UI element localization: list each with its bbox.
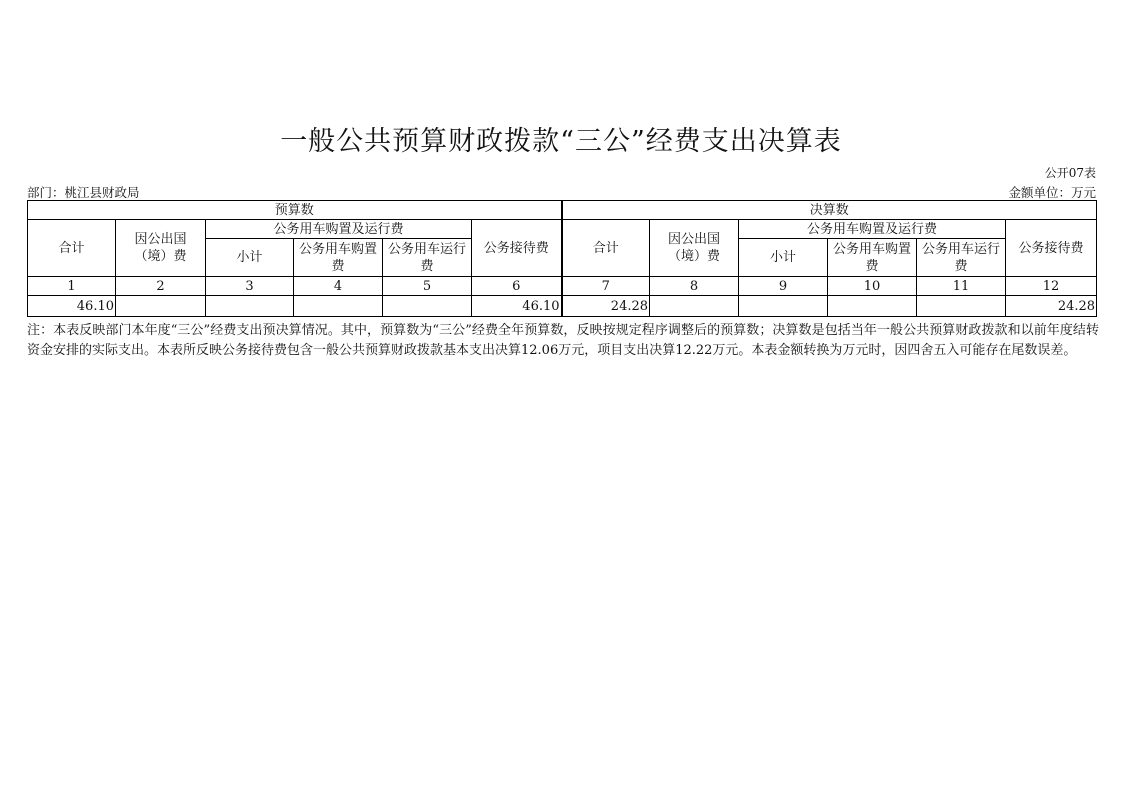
- index-cell: 4: [294, 277, 383, 296]
- final-purchase-header-line1: 公务用车购置: [833, 241, 912, 257]
- index-cell: 12: [1006, 277, 1097, 296]
- budget-abroad-header: [116, 220, 206, 277]
- index-cell: 11: [917, 277, 1006, 296]
- index-cell: 3: [206, 277, 294, 296]
- data-cell: [828, 296, 917, 317]
- final-operation-header-line1: 公务用车运行: [922, 241, 1001, 257]
- budget-purchase-header-line1: 公务用车购置: [298, 241, 377, 257]
- budget-reception-header: 公务接待费: [472, 220, 562, 277]
- page-title: 一般公共预算财政拨款“三公”经费支出决算表: [280, 126, 842, 157]
- data-cell: 46.10: [472, 296, 562, 317]
- budget-abroad-header-line2: （境）费: [134, 249, 187, 264]
- budget-operation-header-line1: 公务用车运行: [387, 241, 466, 257]
- budget-operation-header: [383, 239, 472, 277]
- data-cell: [383, 296, 472, 317]
- final-abroad-header: [650, 220, 739, 277]
- expenditure-table: [27, 200, 1097, 317]
- data-cell: [917, 296, 1006, 317]
- final-reception-header: 公务接待费: [1006, 220, 1097, 277]
- final-operation-header: [917, 239, 1006, 277]
- index-cell: 8: [650, 277, 739, 296]
- data-cell: [116, 296, 206, 317]
- budget-purchase-header-line2: 费: [331, 258, 345, 274]
- budget-operation-header-line2: 费: [420, 258, 434, 274]
- final-subtotal-header: 小计: [739, 239, 828, 277]
- budget-vehicle-header: 公务用车购置及运行费: [206, 220, 472, 239]
- index-cell: 2: [116, 277, 206, 296]
- final-vehicle-header: 公务用车购置及运行费: [739, 220, 1006, 239]
- data-cell: [294, 296, 383, 317]
- index-cell: 10: [828, 277, 917, 296]
- index-cell: 6: [472, 277, 562, 296]
- column-header-row-1: [28, 220, 1097, 239]
- index-row: [28, 277, 1097, 296]
- data-cell: 24.28: [1006, 296, 1097, 317]
- final-group-header: 决算数: [562, 201, 1097, 220]
- index-cell: 9: [739, 277, 828, 296]
- footnote: 注：本表反映部门本年度“三公”经费支出预决算情况。其中，预算数为“三公”经费全年预算数，反映按规定程序调整后的预算数；决算数是包括当年一般公共预算财政拨款和以前年度结转资金安排的实际支出。本表所反映公务接待费包含一般公共预算财政拨款基本支出决算12.06万元，项目支出决算12.22万元。本表金额转换为万元时，因四舍五入可能存在尾数误差。: [27, 323, 1099, 358]
- group-header-row: [28, 201, 1097, 220]
- data-row: [28, 296, 1097, 317]
- data-cell: [206, 296, 294, 317]
- final-operation-header-line2: 费: [954, 258, 968, 274]
- final-purchase-header: [828, 239, 917, 277]
- final-abroad-header-line2: （境）费: [668, 249, 721, 264]
- data-cell: 46.10: [28, 296, 116, 317]
- index-cell: 1: [28, 277, 116, 296]
- final-abroad-header-line1: 因公出国: [668, 232, 721, 247]
- data-cell: [650, 296, 739, 317]
- index-cell: 7: [562, 277, 650, 296]
- budget-purchase-header: [294, 239, 383, 277]
- data-cell: 24.28: [562, 296, 650, 317]
- budget-abroad-header-line1: 因公出国: [134, 232, 187, 247]
- budget-group-header: 预算数: [28, 201, 562, 220]
- budget-total-header: 合计: [28, 220, 116, 277]
- final-purchase-header-line2: 费: [865, 258, 879, 274]
- index-cell: 5: [383, 277, 472, 296]
- department-label: 部门：桃江县财政局: [27, 185, 140, 200]
- amount-unit-label: 金额单位：万元: [1008, 185, 1096, 200]
- data-cell: [739, 296, 828, 317]
- final-total-header: 合计: [562, 220, 650, 277]
- form-number: 公开07表: [1044, 166, 1096, 180]
- budget-subtotal-header: 小计: [206, 239, 294, 277]
